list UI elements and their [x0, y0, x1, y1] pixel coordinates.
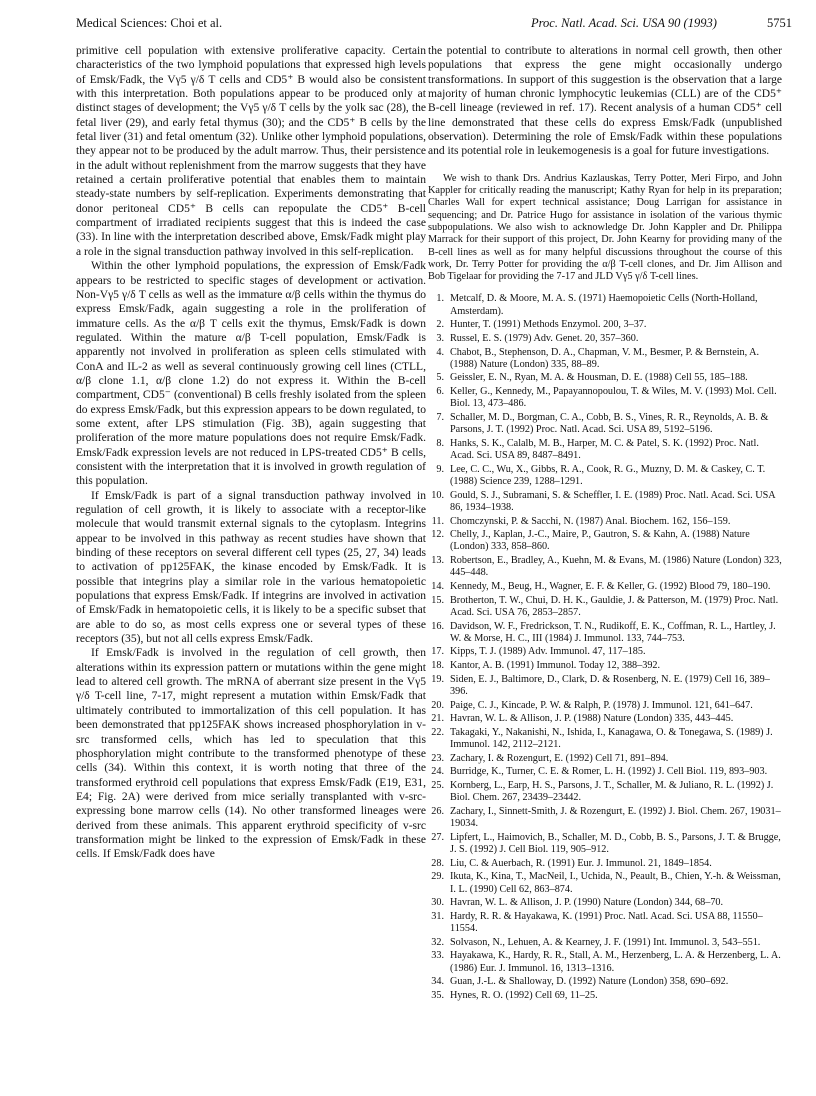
body-paragraph: primitive cell population with extensive proliferative capacity. Certain characteristics of the two lymphoid populations that expressed high levels of Emsk/Fadk, the Vγ5 γ/δ T cells and CD5⁺ B would also be consistent with this interpretation. Both populations appear to be produced only at distinct stages of development; the Vγ5 γ/δ T cells by the yolk sac (28), the fetal liver (29), and early fetal thymus (30); and the CD5⁺ B cells by the fetal liver (31) and fetal omentum (32). Unlike other lymphoid populations, they appear not to be produced by the adult marrow. Thus, their persistence in the adult without replenishment from the marrow suggests that they have retained a certain proliferative potential that enables them to maintain steady-state numbers by self-replication. Experiments demonstrating that donor peritoneal CD5⁺ B cells can repopulate the CD5⁺ B-cell compartment of irradiated recipients suggest that this is indeed the case (33). In line with the interpretation described above, Emsk/Fadk might play a role in the signal transduction pathway involved in this self-replication.	[76, 45, 426, 258]
reference-text: Zachary, I., Sinnett-Smith, J. & Rozengurt, E. (1992) J. Biol. Chem. 267, 19031–19034.	[450, 805, 781, 830]
reference-number: 35.	[431, 989, 444, 1001]
reference-text: Keller, G., Kennedy, M., Papayannopoulou, T. & Wiles, M. V. (1993) Mol. Cell. Biol. 13, 473–486.	[450, 386, 777, 410]
reference-number: 34.	[431, 976, 444, 988]
reference-text: Hayakawa, K., Hardy, R. R., Stall, A. M., Herzenberg, L. A. & Herzenberg, L. A. (1986) Eur. J. Immunol. 16, 1313–1316.	[450, 950, 781, 974]
reference-item	[428, 529, 782, 554]
reference-number: 30.	[431, 897, 444, 909]
reference-text: Burridge, K., Turner, C. E. & Romer, L. H. (1992) J. Cell Biol. 119, 893–903.	[450, 766, 768, 778]
reference-number: 26.	[431, 805, 444, 817]
reference-number: 18.	[431, 660, 444, 672]
reference-text: Robertson, E., Bradley, A., Kuehn, M. & Evans, M. (1986) Nature (London) 323, 445–448.	[450, 555, 782, 579]
reference-item	[428, 832, 782, 857]
reference-number: 1.	[436, 293, 444, 305]
reference-text: Havran, W. L. & Allison, J. P. (1988) Nature (London) 335, 443–445.	[450, 713, 734, 725]
reference-item	[428, 372, 782, 384]
reference-number: 25.	[431, 780, 444, 792]
reference-item	[428, 858, 782, 870]
reference-number: 11.	[431, 515, 444, 527]
reference-item	[428, 700, 782, 712]
reference-item	[428, 990, 782, 1002]
reference-text: Schaller, M. D., Borgman, C. A., Cobb, B. S., Vines, R. R., Reynolds, A. B. & Parsons, J. T. (1992) Proc. Natl. Acad. Sci. USA 89, 5192–5196.	[450, 412, 769, 436]
reference-text: Chabot, B., Stephenson, D. A., Chapman, V. M., Besmer, P. & Bernstein, A. (1988) Nature (London) 335, 88–89.	[450, 346, 760, 370]
reference-text: Siden, E. J., Baltimore, D., Clark, D. & Rosenberg, N. E. (1979) Cell 16, 389–396.	[450, 673, 770, 697]
reference-item	[428, 806, 782, 831]
body-paragraph: If Emsk/Fadk is involved in the regulation of cell growth, then alterations within its expression pattern or mutations within the gene might lead to altered cell growth. The mRNA of aberrant size present in the Vγ5 γ/δ T-cell line, 7-17, might represent a mutation within Emsk/Fadk that ultimately contributed to immortalization of this cell population. It has been demonstrated that pp125FAK shows increased phosphorylation in v-src transformed cells, which has led to speculation that this phosphorylation might contribute to the transformed phenotype of these cells (34). Within this context, it is worth noting that three of the transformed erythroid cell populations that express Emsk/Fadk (E19, E31, E4; Fig. 2A) were derived from mice serially transplanted with v-src-expressing bone marrow cells (14). No other transformed lineages were derived from these animals. This apparent erythroid specificity of v-src transformation might be linked to the expression of Emsk/Fadk in these cells. If Emsk/Fadk does have	[76, 647, 426, 861]
reference-item	[428, 727, 782, 752]
reference-text: Hardy, R. R. & Hayakawa, K. (1991) Proc. Natl. Acad. Sci. USA 88, 11550–11554.	[450, 910, 763, 935]
reference-number: 23.	[431, 752, 444, 764]
reference-item	[428, 871, 782, 896]
reference-number: 9.	[436, 463, 444, 475]
reference-item	[428, 766, 782, 778]
reference-item	[428, 660, 782, 672]
reference-number: 10.	[431, 489, 444, 501]
reference-item	[428, 490, 782, 515]
reference-text: Takagaki, Y., Nakanishi, N., Ishida, I., Kanagawa, O. & Tonegawa, S. (1989) J. Immunol. 142, 2112–2121.	[450, 726, 773, 751]
reference-text: Kantor, A. B. (1991) Immunol. Today 12, 388–392.	[450, 660, 661, 672]
reference-text: Solvason, N., Lehuen, A. & Kearney, J. F. (1991) Int. Immunol. 3, 543–551.	[450, 936, 761, 948]
reference-number: 2.	[436, 319, 444, 331]
reference-number: 4.	[436, 346, 444, 358]
reference-text: Paige, C. J., Kincade, P. W. & Ralph, P. (1978) J. Immunol. 121, 641–647.	[450, 699, 753, 711]
reference-item	[428, 674, 782, 699]
reference-text: Kipps, T. J. (1989) Adv. Immunol. 47, 117–185.	[450, 646, 646, 658]
reference-number: 17.	[431, 646, 444, 658]
reference-text: Chelly, J., Kaplan, J.-C., Maire, P., Gautron, S. & Kahn, A. (1988) Nature (London) 333, 858–860.	[450, 529, 750, 553]
reference-text: Davidson, W. F., Fredrickson, T. N., Rudikoff, E. K., Coffman, R. L., Hartley, J. W. & Morse, H. C., III (1984) J. Immunol. 133, 744–753.	[450, 620, 776, 644]
reference-list	[428, 293, 782, 1002]
reference-number: 7.	[436, 412, 444, 424]
reference-item	[428, 780, 782, 805]
reference-item	[428, 319, 782, 331]
reference-text: Lipfert, L., Haimovich, B., Schaller, M. D., Cobb, B. S., Parsons, J. T. & Brugge, J. S. (1992) J. Cell Biol. 119, 905–912.	[450, 831, 781, 856]
reference-text: Lee, C. C., Wu, X., Gibbs, R. A., Cook, R. G., Muzny, D. M. & Caskey, C. T. (1988) Science 239, 1288–1291.	[450, 463, 766, 488]
reference-number: 5.	[436, 372, 444, 384]
reference-item	[428, 464, 782, 489]
running-header	[76, 16, 792, 36]
reference-item	[428, 753, 782, 765]
reference-item	[428, 897, 782, 909]
body-paragraph: If Emsk/Fadk is part of a signal transduction pathway involved in regulation of cell growth, it is likely to associate with a receptor-like molecule that would transmit external signals to the cytoplasm. Integrins appear to be involved in this pathway as recent studies have shown that binding of these receptors on several different cell types (25, 27, 34) leads to activation of pp125FAK, the kinase encoded by Emsk/Fadk. It is possible that integrins play a similar role in the various hematopoietic populations that express Emsk/Fadk. If integrins are involved in activation of Emsk/Fadk in hematopoietic cells, it is likely to be a specific subset that are able to do so, as most cells express one or several types of these receptors (35), but not all cells express Emsk/Fadk.	[76, 489, 426, 646]
reference-text: Hanks, S. K., Calalb, M. B., Harper, M. C. & Patel, S. K. (1992) Proc. Natl. Acad. Sci. USA 89, 8487–8491.	[450, 437, 759, 462]
reference-number: 12.	[431, 529, 444, 541]
reference-item	[428, 347, 782, 372]
reference-item	[428, 293, 782, 318]
reference-text: Gould, S. J., Subramani, S. & Scheffler, I. E. (1989) Proc. Natl. Acad. Sci. USA 86, 1934–1938.	[450, 489, 776, 513]
reference-text: Havran, W. L. & Allison, J. P. (1990) Nature (London) 344, 68–70.	[450, 897, 724, 909]
reference-number: 19.	[431, 673, 444, 685]
reference-item	[428, 438, 782, 463]
reference-item	[428, 646, 782, 658]
reference-item	[428, 333, 782, 345]
reference-number: 6.	[436, 386, 444, 398]
reference-item	[428, 595, 782, 620]
reference-item	[428, 516, 782, 528]
acknowledgments: We wish to thank Drs. Andrius Kazlauskas, Terry Potter, Meri Firpo, and John Kappler for critically reading the manuscript; Kathy Ryan for help in its preparation; Charles Wall for expert technical assistance; Doug Larrigan for assistance in sequencing; and Dr. Patrice Hugo for assistance in isolation of the various thymic subpopulations. We also wish to acknowledge Dr. John Kappler and Dr. Philippa Marrack for their support of this project, Dr. John Kearny for providing many of the B-cell lines as well as for many helpful discussions throughout the course of this work, Dr. Terry Potter for providing the α/β T-cell clones, and Dr. Jim Allison and Bob Tigelaar for providing the 7-17 and JLD Vγ5 γ/δ T-cell lines.	[428, 172, 782, 283]
reference-text: Russel, E. S. (1979) Adv. Genet. 20, 357–360.	[450, 332, 639, 344]
reference-number: 15.	[431, 594, 444, 606]
reference-number: 13.	[431, 555, 444, 567]
reference-text: Ikuta, K., Kina, T., MacNeil, I., Uchida, N., Peault, B., Chien, Y.-h. & Weissman, I. L. (1990) Cell 62, 863–874.	[450, 871, 781, 895]
reference-item	[428, 581, 782, 593]
reference-item	[428, 937, 782, 949]
reference-text: Guan, J.-L. & Shalloway, D. (1992) Nature (London) 358, 690–692.	[450, 976, 729, 988]
reference-item	[428, 976, 782, 988]
reference-number: 29.	[431, 871, 444, 883]
reference-number: 24.	[431, 766, 444, 778]
reference-number: 27.	[431, 831, 444, 843]
reference-item	[428, 713, 782, 725]
reference-text: Kornberg, L., Earp, H. S., Parsons, J. T., Schaller, M. & Juliano, R. L. (1992) J. Biol. Chem. 267, 23439–23442.	[450, 780, 774, 804]
reference-item	[428, 412, 782, 437]
reference-number: 20.	[431, 699, 444, 711]
body-paragraph: the potential to contribute to alterations in normal cell growth, then other populations that express the gene might occasionally undergo transformations. In support of this suggestion is the observation that a large majority of human chronic lymphocytic leukemias (CLL) are of the CD5⁺ B-cell lineage (reviewed in ref. 17). Recent analysis of a human CD5⁺ cell line demonstrated that these cells do express Emsk/Fadk (unpublished observation). Determining the role of Emsk/Fadk within these populations and its potential role in leukemogenesis is a goal for future investigations.	[428, 45, 782, 158]
reference-number: 14.	[431, 581, 444, 592]
reference-text: Hunter, T. (1991) Methods Enzymol. 200, 3–37.	[450, 319, 647, 331]
section-author-header: Medical Sciences: Choi et al.	[76, 16, 223, 30]
reference-number: 32.	[431, 936, 444, 948]
reference-text: Zachary, I. & Rozengurt, E. (1992) Cell 71, 891–894.	[450, 752, 669, 764]
reference-number: 3.	[436, 332, 444, 344]
reference-number: 28.	[431, 857, 444, 869]
reference-item	[428, 555, 782, 580]
page-number: 5751	[767, 16, 792, 30]
reference-text: Liu, C. & Auerbach, R. (1991) Eur. J. Immunol. 21, 1849–1854.	[450, 857, 712, 869]
reference-number: 8.	[436, 437, 444, 449]
reference-item	[428, 911, 782, 936]
reference-text: Brotherton, T. W., Chui, D. H. K., Gauldie, J. & Patterson, M. (1979) Proc. Natl. Acad. Sci. USA 76, 2853–2857.	[450, 594, 779, 618]
reference-item	[428, 621, 782, 646]
reference-text: Hynes, R. O. (1992) Cell 69, 11–25.	[450, 989, 598, 1001]
left-column	[76, 44, 426, 862]
right-column	[428, 44, 782, 1004]
reference-number: 21.	[431, 713, 444, 725]
reference-text: Metcalf, D. & Moore, M. A. S. (1971) Haemopoietic Cells (North-Holland, Amsterdam).	[450, 293, 758, 317]
journal-citation-header: Proc. Natl. Acad. Sci. USA 90 (1993)	[531, 16, 717, 30]
body-paragraph: Within the other lymphoid populations, the expression of Emsk/Fadk appears to be restricted to specific stages of development or activation. Non-Vγ5 γ/δ T cells as well as the immature α/β cells within the thymus do express Emsk/Fadk, again suggesting a role in the proliferation of immature cells. As the α/β T cells exit the thymus, Emsk/Fadk is down regulated. Within the mature α/β T-cell population, Emsk/Fadk is apparently not involved in proliferation as spleen cells stimulated with ConA and IL-2 as well as several continuously growing cell lines (CTLL, α/β clone 1.1, α/β clone 1.2) do not express it. Within the B-cell compartment, CD5⁻ (conventional) B cells freshly isolated from the spleen do express Emsk/Fadk, but this expression appears to be down regulated, to some extent, after LPS stimulation (Fig. 3B), again suggesting that proliferation of the more mature populations does not require Emsk/Fadk. Emsk/Fadk expression levels are not reduced in LPS-treated CD5⁺ B cells, consistent with the interpretation that it is involved in growth regulation of this population.	[76, 260, 426, 488]
reference-number: 33.	[431, 950, 444, 962]
reference-text: Kennedy, M., Beug, H., Wagner, E. F. & Keller, G. (1992) Blood 79, 180–190.	[450, 581, 771, 592]
reference-text: Geissler, E. N., Ryan, M. A. & Housman, D. E. (1988) Cell 55, 185–188.	[450, 372, 748, 384]
reference-number: 31.	[431, 910, 444, 922]
reference-item	[428, 386, 782, 411]
reference-number: 22.	[431, 726, 444, 738]
reference-number: 16.	[431, 620, 444, 632]
reference-text: Chomczynski, P. & Sacchi, N. (1987) Anal. Biochem. 162, 156–159.	[450, 515, 731, 527]
reference-item	[428, 950, 782, 975]
